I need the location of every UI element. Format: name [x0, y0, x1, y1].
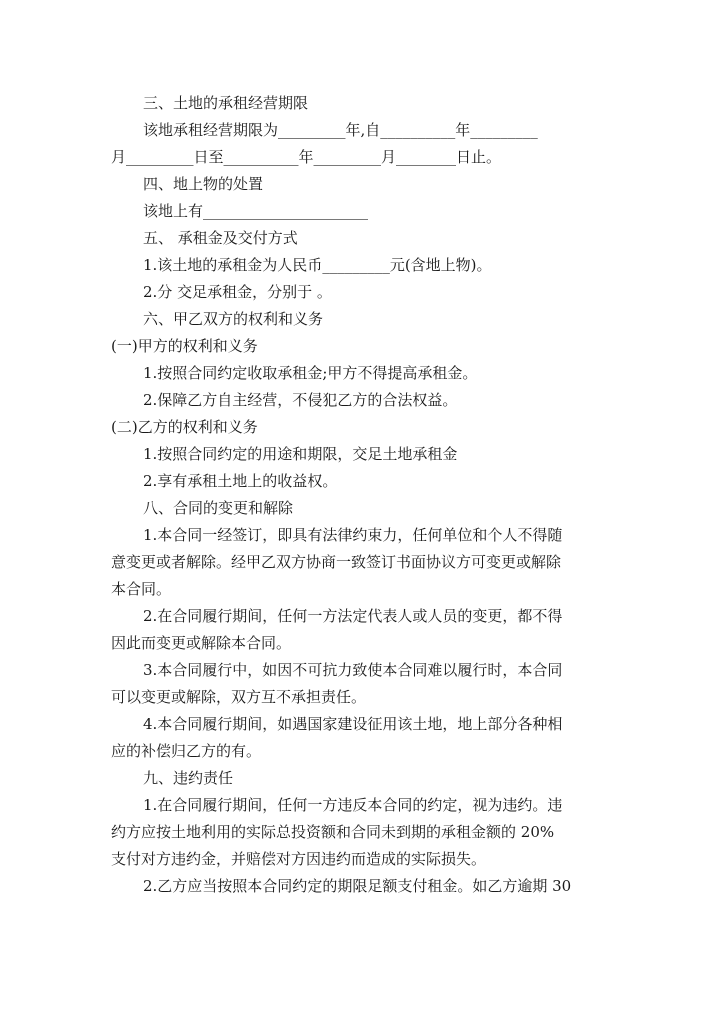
subsection-heading-party-b: (二)乙方的权利和义务 [111, 418, 258, 436]
section-heading-change-termination: 八、合同的变更和解除 [143, 499, 294, 517]
paragraph-line: 3.本合同履行中，如因不可抗力致使本合同难以履行时，本合同 [143, 661, 563, 679]
section-heading-breach-liability: 九、违约责任 [143, 769, 234, 787]
paragraph-line: 1.按照合同约定的用途和期限，交足土地承租金 [143, 445, 458, 463]
paragraph-line: 该地承租经营期限为_________年,自__________年_________ [143, 121, 538, 139]
paragraph-line: 1.按照合同约定收取承租金;甲方不得提高承租金。 [143, 364, 478, 382]
paragraph-line: 月_________日至__________年_________月________日止。 [111, 148, 502, 166]
paragraph-line: 1.本合同一经签订，即具有法律约束力，任何单位和个人不得随 [143, 526, 563, 544]
paragraph-line: 约方应按土地利用的实际总投资额和合同未到期的承租金额的 20% [111, 823, 555, 841]
paragraph-line: 2.在合同履行期间，任何一方法定代表人或人员的变更，都不得 [143, 607, 563, 625]
paragraph-line: 可以变更或解除，双方互不承担责任。 [111, 688, 367, 706]
contract-text [111, 90, 611, 900]
paragraph-line: 支付对方违约金，并赔偿对方因违约而造成的实际损失。 [111, 850, 487, 868]
paragraph-line: 2.分 交足承租金，分别于 。 [143, 283, 332, 301]
paragraph-line: 2.享有承租土地上的收益权。 [143, 472, 338, 490]
section-heading-rights-obligations: 六、甲乙双方的权利和义务 [143, 310, 324, 328]
paragraph-line: 2.乙方应当按照本合同约定的期限足额支付租金。如乙方逾期 30 [143, 877, 572, 895]
paragraph-line: 4.本合同履行期间，如遇国家建设征用该土地，地上部分各种相 [143, 715, 563, 733]
paragraph-line: 1.在合同履行期间，任何一方违反本合同的约定，视为违约。违 [143, 796, 563, 814]
paragraph-line: 因此而变更或解除本合同。 [111, 634, 292, 652]
paragraph-line: 该地上有______________________ [143, 202, 369, 220]
paragraph-line: 应的补偿归乙方的有。 [111, 742, 262, 760]
paragraph-line: 意变更或者解除。经甲乙双方协商一致签订书面协议方可变更或解除 [111, 553, 562, 571]
paragraph-line: 本合同。 [111, 580, 172, 598]
paragraph-line: 1.该土地的承租金为人民币_________元(含地上物)。 [143, 256, 492, 274]
subsection-heading-party-a: (一)甲方的权利和义务 [111, 337, 258, 355]
section-heading-rent-payment: 五、 承租金及交付方式 [143, 229, 298, 247]
section-heading-lease-term: 三、土地的承租经营期限 [143, 94, 309, 112]
section-heading-ground-objects: 四、地上物的处置 [143, 175, 264, 193]
paragraph-line: 2.保障乙方自主经营，不侵犯乙方的合法权益。 [143, 391, 458, 409]
